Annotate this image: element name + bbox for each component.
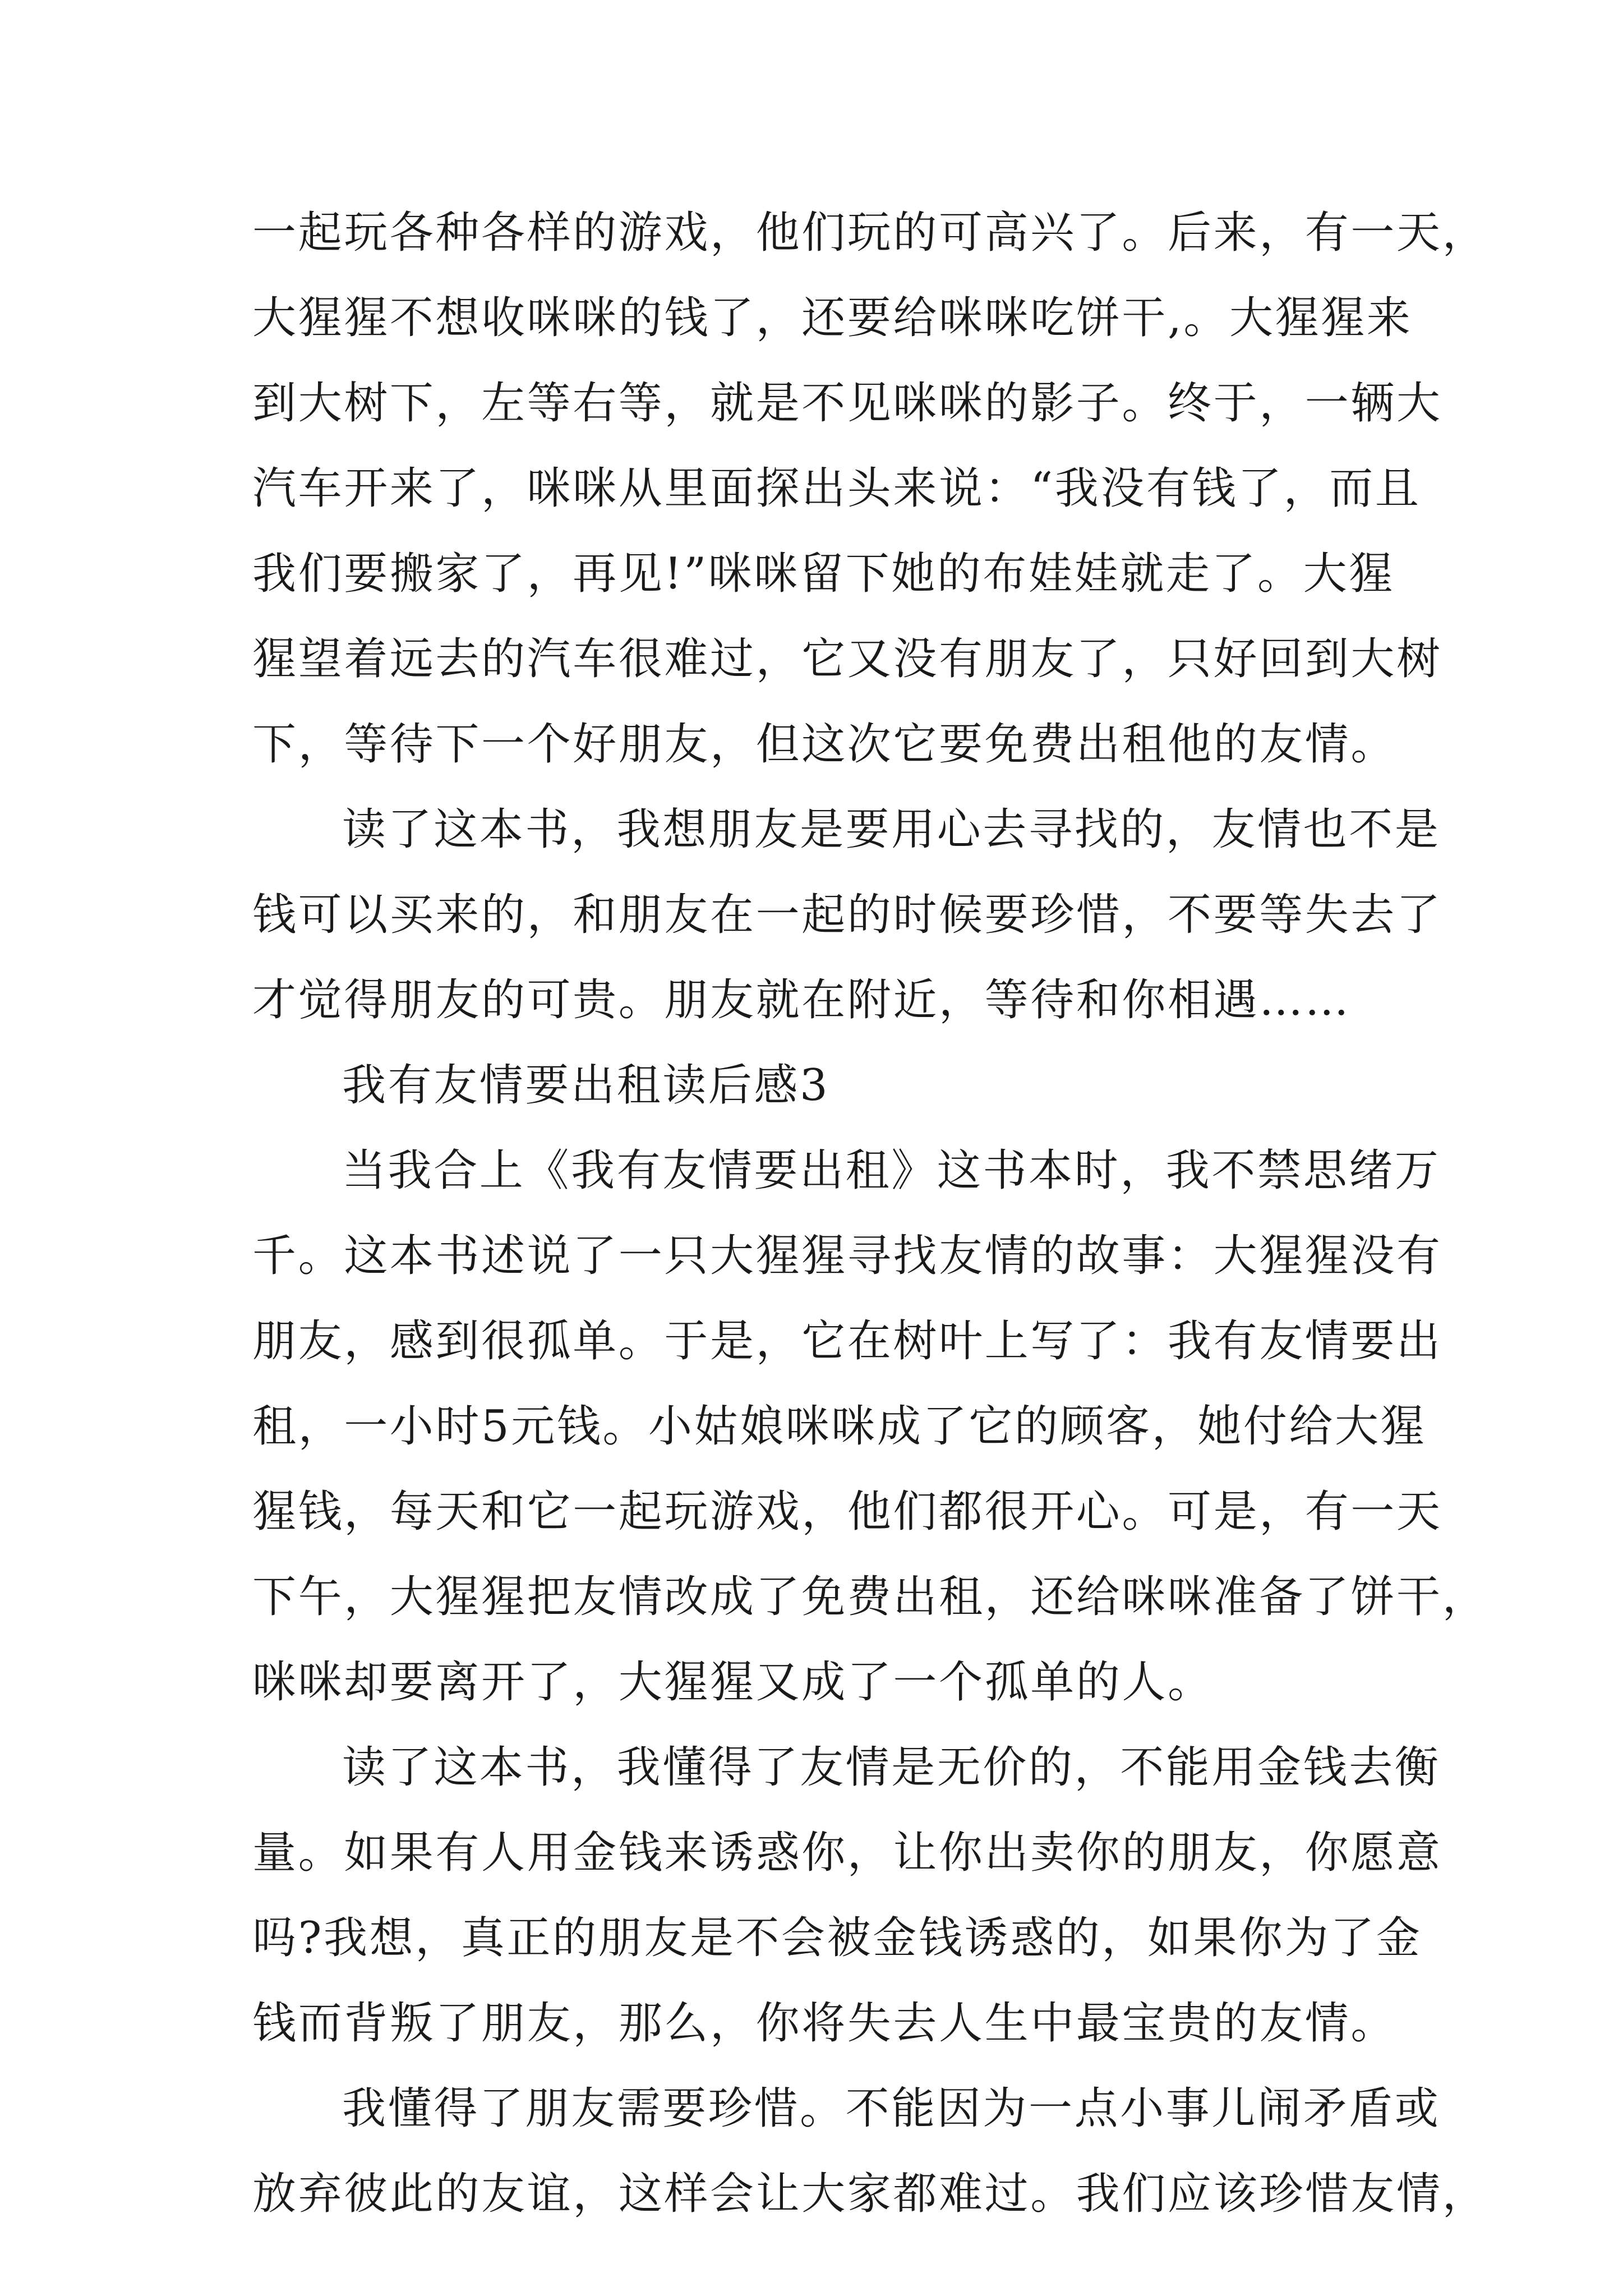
text-line: 千。这本书述说了一只大猩猩寻找友情的故事：大猩猩没有 [252,1231,1442,1281]
text-line: 猩钱，每天和它一起玩游戏，他们都很开心。可是，有一天 [252,1487,1442,1537]
text-line: 到大树下，左等右等，就是不见咪咪的影子。终于，一辆大 [252,378,1442,429]
text-line: 量。如果有人用金钱来诱惑你，让你出卖你的朋友，你愿意 [252,1828,1442,1878]
text-line: 钱可以买来的，和朋友在一起的时候要珍惜，不要等失去了 [252,890,1442,940]
paragraph-first-line: 读了这本书，我懂得了友情是无价的，不能用金钱去衡 [342,1742,1441,1793]
text-line: 才觉得朋友的可贵。朋友就在附近，等待和你相遇…… [252,975,1351,1025]
text-line: 朋友，感到很孤单。于是，它在树叶上写了：我有友情要出 [252,1316,1442,1366]
text-line: 放弃彼此的友谊，这样会让大家都难过。我们应该珍惜友情， [252,2169,1488,2219]
text-line: 猩望着远去的汽车很难过，它又没有朋友了，只好回到大树 [252,634,1442,684]
text-line: 下午，大猩猩把友情改成了免费出租，还给咪咪准备了饼干， [252,1572,1488,1622]
text-line: 大猩猩不想收咪咪的钱了，还要给咪咪吃饼干,。大猩猩来 [252,293,1413,343]
paragraph-first-line: 我懂得了朋友需要珍惜。不能因为一点小事儿闹矛盾或 [342,2083,1441,2134]
text-line: 一起玩各种各样的游戏，他们玩的可高兴了。后来，有一天， [252,208,1488,258]
paragraph-first-line: 读了这本书，我想朋友是要用心去寻找的，友情也不是 [342,804,1441,855]
text-line: 我们要搬家了，再见!”咪咪留下她的布娃娃就走了。大猩 [252,549,1395,599]
text-line: 汽车开来了，咪咪从里面探出头来说：“我没有钱了，而且 [252,463,1421,514]
paragraph-first-line: 当我合上《我有友情要出租》这书本时，我不禁思绪万 [342,1145,1441,1196]
text-line: 咪咪却要离开了，大猩猩又成了一个孤单的人。 [252,1657,1214,1708]
text-line: 吗?我想，真正的朋友是不会被金钱诱惑的，如果你为了金 [252,1913,1422,1963]
text-line: 租，一小时5元钱。小姑娘咪咪成了它的顾客，她付给大猩 [252,1401,1427,1452]
text-line: 钱而背叛了朋友，那么，你将失去人生中最宝贵的友情。 [252,1998,1397,2049]
section-heading: 我有友情要出租读后感3 [342,1060,830,1111]
text-line: 下，等待下一个好朋友，但这次它要免费出租他的友情。 [252,719,1397,770]
